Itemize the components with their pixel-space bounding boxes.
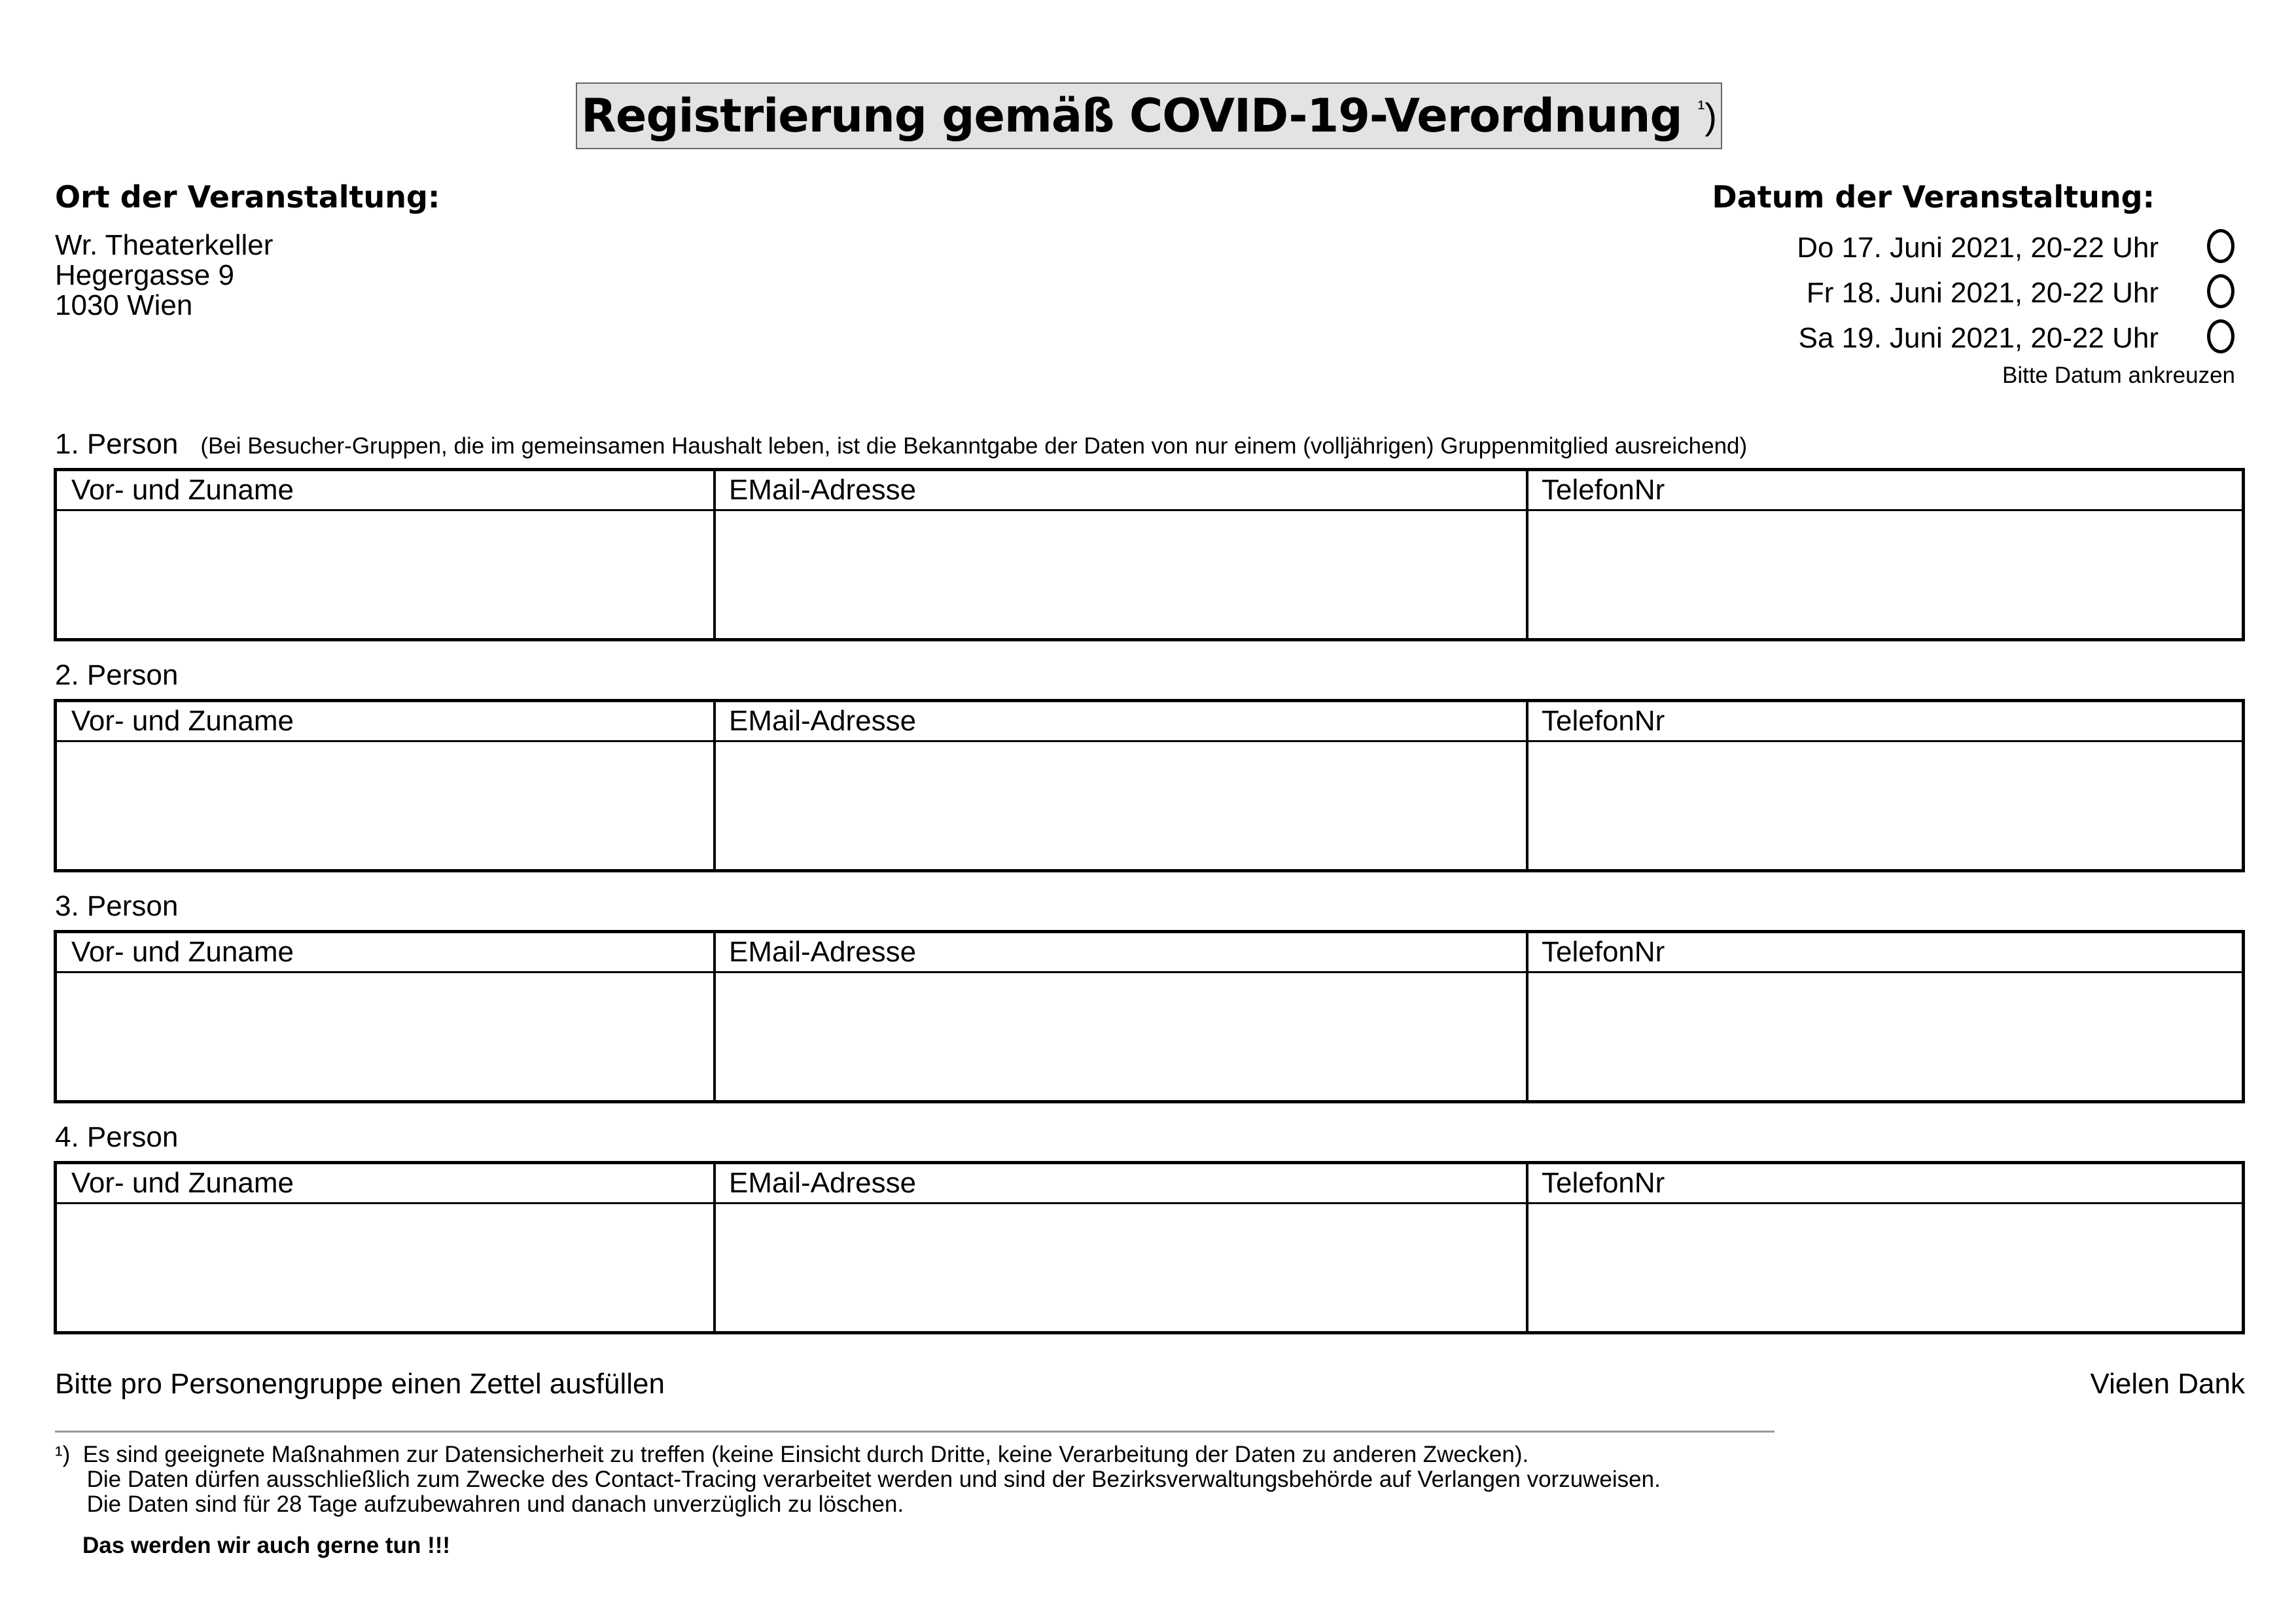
form-title: Registrierung gemäß COVID-19-Verordnung [581,89,1682,143]
venue-heading: Ort der Veranstaltung: [55,179,440,215]
date-option-label: Do 17. Juni 2021, 20-22 Uhr [1797,232,2159,264]
footnote-paren: ) [1704,95,1717,137]
name-column-header: Vor- und Zuname [71,936,294,968]
person-4-label: 4. Person [55,1121,179,1153]
person-1-note: (Bei Besucher-Gruppen, die im gemeinsamen Haushalt leben, ist die Bekanntgabe der Daten von nur einem (volljährigen) Gruppenmitglied ausreichend) [200,433,1748,459]
person-2-table [54,699,2245,872]
phone-column-header: TelefonNr [1542,705,1665,737]
date-heading: Datum der Veranstaltung: [1712,179,2155,215]
footnote-line: Die Daten sind für 28 Tage aufzubewahren und danach unverzüglich zu löschen. [55,1491,904,1517]
name-column-header: Vor- und Zuname [71,1167,294,1199]
venue-address [55,230,273,321]
footnote-closing: Das werden wir auch gerne tun !!! [82,1533,451,1558]
date-option-label: Fr 18. Juni 2021, 20-22 Uhr [1806,277,2159,309]
date-hint: Bitte Datum ankreuzen [2002,363,2235,388]
column-divider [713,1164,716,1331]
column-divider [1526,933,1528,1100]
name-column-header: Vor- und Zuname [71,705,294,737]
person-4-table [54,1161,2245,1334]
phone-column-header: TelefonNr [1542,936,1665,968]
title-footnote-ref [1698,95,1717,137]
name-column-header: Vor- und Zuname [71,474,294,506]
venue-city: 1030 Wien [55,289,193,321]
column-divider [713,471,716,638]
email-column-header: EMail-Adresse [729,705,917,737]
date-option-label: Sa 19. Juni 2021, 20-22 Uhr [1798,322,2159,354]
email-column-header: EMail-Adresse [729,936,917,968]
email-column-header: EMail-Adresse [729,1167,917,1199]
phone-column-header: TelefonNr [1542,1167,1665,1199]
table-header-row [57,933,2242,973]
column-divider [1526,1164,1528,1331]
instruction-text: Bitte pro Personengruppe einen Zettel ausfüllen [55,1368,665,1400]
footnote-line: ¹) Es sind geeignete Maßnahmen zur Datensicherheit zu treffen (keine Einsicht durch Dritte, keine Verarbeitung der Daten zu anderen Zwecken). [55,1442,1529,1467]
person-3-label: 3. Person [55,890,179,922]
table-header-row [57,471,2242,511]
form-title-box [576,82,1722,149]
thanks-text: Vielen Dank [2090,1368,2245,1400]
table-header-row [57,1164,2242,1204]
venue-name: Wr. Theaterkeller [55,229,274,261]
email-column-header: EMail-Adresse [729,474,917,506]
footnote [55,1442,1661,1517]
footnote-line: Die Daten dürfen ausschließlich zum Zwecke des Contact-Tracing verarbeitet werden und sind der Bezirksverwaltungsbehörde auf Verlangen vorzuweisen. [55,1467,1661,1492]
footnote-mark: ¹ [1697,96,1705,120]
person-3-table [54,930,2245,1103]
column-divider [713,933,716,1100]
person-2-label: 2. Person [55,659,179,691]
footnote-divider [55,1431,1775,1433]
phone-column-header: TelefonNr [1542,474,1665,506]
column-divider [713,702,716,869]
date-checkbox-circle[interactable] [2207,274,2234,308]
person-1-label [55,428,1747,461]
venue-street: Hegergasse 9 [55,259,234,291]
person-label-text: 1. Person [55,428,179,460]
person-1-table [54,468,2245,641]
date-options [1797,225,2159,361]
date-checkbox-circle[interactable] [2207,229,2234,263]
column-divider [1526,702,1528,869]
column-divider [1526,471,1528,638]
table-header-row [57,702,2242,742]
date-checkbox-circle[interactable] [2207,319,2234,353]
